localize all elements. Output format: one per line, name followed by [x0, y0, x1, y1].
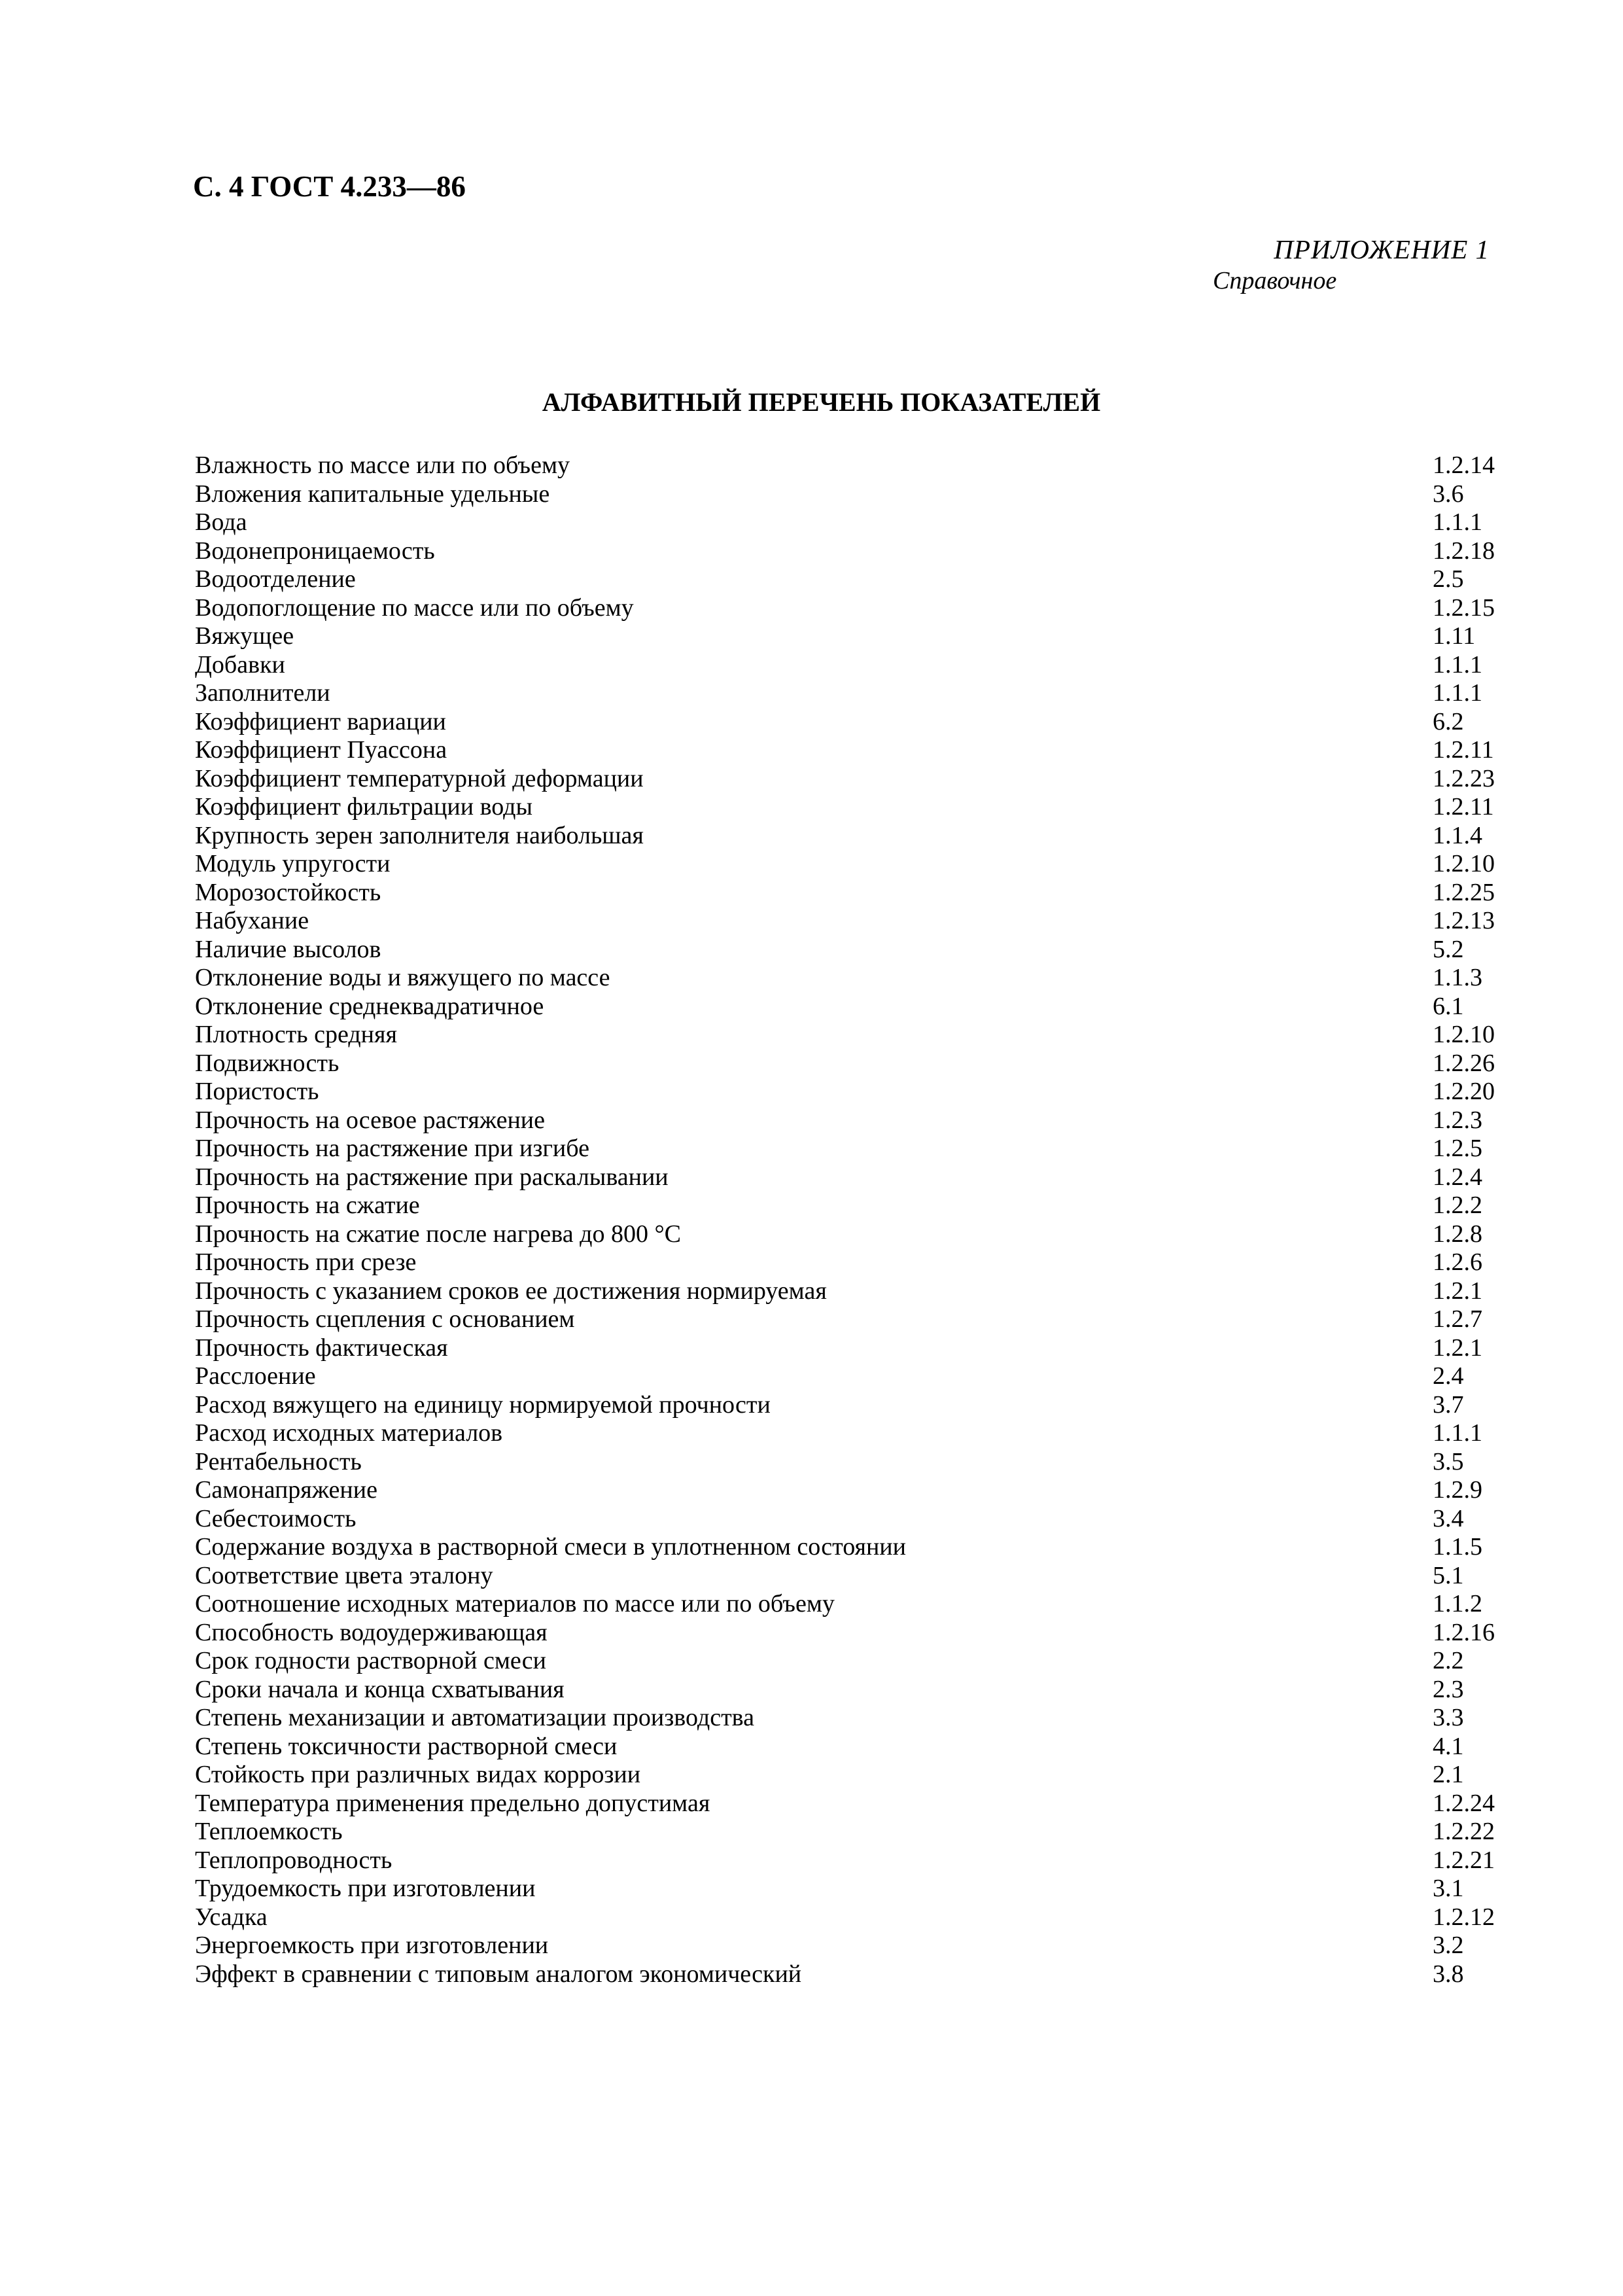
index-ref: 5.2 — [1433, 935, 1464, 963]
index-term: Прочность на осевое растяжение — [195, 1106, 545, 1134]
index-ref: 1.1.4 — [1433, 821, 1482, 849]
index-row — [195, 451, 1523, 480]
index-row — [195, 1448, 1523, 1477]
index-ref: 1.1.2 — [1433, 1590, 1482, 1617]
index-term: Прочность на растяжение при раскалывании — [195, 1163, 669, 1191]
index-ref: 1.2.1 — [1433, 1333, 1482, 1362]
index-ref: 3.4 — [1433, 1504, 1464, 1532]
index-ref: 1.2.14 — [1433, 451, 1495, 479]
index-row — [195, 1163, 1523, 1192]
index-row — [195, 1846, 1523, 1875]
index-term: Отклонение среднеквадратичное — [195, 992, 544, 1020]
index-row — [195, 1305, 1523, 1334]
index-row — [195, 765, 1523, 794]
index-ref: 1.2.13 — [1433, 907, 1495, 934]
index-row — [195, 936, 1523, 964]
index-row — [195, 1021, 1523, 1050]
index-row — [195, 622, 1523, 651]
index-ref: 1.1.1 — [1433, 508, 1482, 536]
index-ref: 2.5 — [1433, 565, 1464, 593]
index-term: Наличие высолов — [195, 935, 381, 963]
index-term: Крупность зерен заполнителя наибольшая — [195, 821, 644, 849]
index-ref: 1.2.10 — [1433, 1021, 1495, 1048]
index-term: Сроки начала и конца схватывания — [195, 1675, 565, 1703]
index-term: Прочность с указанием сроков ее достижения нормируемая — [195, 1277, 827, 1305]
index-term: Стойкость при различных видах коррозии — [195, 1761, 641, 1788]
index-term: Добавки — [195, 650, 285, 679]
index-ref: 1.2.12 — [1433, 1903, 1495, 1931]
index-term: Коэффициент фильтрации воды — [195, 793, 533, 821]
index-term: Прочность на растяжение при изгибе — [195, 1135, 589, 1162]
index-term: Коэффициент Пуассона — [195, 736, 447, 764]
page-header: С. 4 ГОСТ 4.233—86 — [193, 170, 466, 203]
index-row — [195, 1761, 1523, 1790]
index-term: Влажность по массе или по объему — [195, 451, 570, 479]
index-row — [195, 1334, 1523, 1363]
index-row — [195, 679, 1523, 708]
index-ref: 1.2.7 — [1433, 1305, 1482, 1333]
index-term: Коэффициент температурной деформации — [195, 764, 644, 792]
index-row — [195, 1647, 1523, 1676]
appendix-subtitle: Справочное — [1213, 267, 1337, 294]
index-term: Коэффициент вариации — [195, 707, 446, 735]
index-term: Энергоемкость при изготовлении — [195, 1932, 549, 1959]
index-row — [195, 879, 1523, 908]
index-ref: 6.1 — [1433, 992, 1464, 1020]
index-row — [195, 993, 1523, 1021]
index-term: Соотношение исходных материалов по массе или по объему — [195, 1590, 835, 1617]
appendix-title: ПРИЛОЖЕНИЕ 1 — [1274, 234, 1490, 264]
index-ref: 3.7 — [1433, 1390, 1464, 1419]
index-ref: 3.5 — [1433, 1447, 1464, 1475]
index-ref: 1.2.15 — [1433, 593, 1495, 622]
index-row — [195, 480, 1523, 509]
index-row — [195, 1932, 1523, 1960]
index-term: Вложения капитальные удельные — [195, 480, 550, 508]
index-row — [195, 508, 1523, 537]
index-row — [195, 850, 1523, 879]
index-term: Отклонение воды и вяжущего по массе — [195, 964, 610, 991]
index-term: Подвижность — [195, 1049, 340, 1077]
index-term: Водоотделение — [195, 565, 356, 593]
index-row — [195, 651, 1523, 680]
index-ref: 1.2.2 — [1433, 1192, 1482, 1219]
index-row — [195, 1903, 1523, 1932]
index-row — [195, 1362, 1523, 1391]
index-row — [195, 1562, 1523, 1591]
index-ref: 1.1.1 — [1433, 1419, 1482, 1447]
index-term: Морозостойкость — [195, 878, 381, 906]
index-row — [195, 1818, 1523, 1846]
index-row — [195, 1733, 1523, 1761]
index-row — [195, 736, 1523, 765]
index-row — [195, 1676, 1523, 1704]
index-term: Заполнители — [195, 679, 330, 707]
index-row — [195, 1391, 1523, 1420]
index-ref: 2.4 — [1433, 1362, 1464, 1390]
index-term: Водопоглощение по массе или по объему — [195, 593, 634, 622]
index-term: Прочность фактическая — [195, 1333, 448, 1362]
index-row — [195, 907, 1523, 936]
index-row — [195, 1419, 1523, 1448]
index-row — [195, 1533, 1523, 1562]
index-term: Эффект в сравнении с типовым аналогом экономический — [195, 1960, 802, 1988]
index-row — [195, 1078, 1523, 1106]
index-ref: 2.3 — [1433, 1675, 1464, 1703]
index-term: Трудоемкость при изготовлении — [195, 1875, 536, 1902]
index-term: Содержание воздуха в растворной смеси в уплотненном состоянии — [195, 1533, 906, 1561]
index-term: Прочность при срезе — [195, 1248, 417, 1276]
index-term: Водонепроницаемость — [195, 537, 435, 565]
index-ref: 3.2 — [1433, 1932, 1464, 1959]
index-ref: 5.1 — [1433, 1561, 1464, 1589]
index-ref: 1.2.9 — [1433, 1476, 1482, 1504]
index-row — [195, 1619, 1523, 1648]
index-term: Теплоемкость — [195, 1818, 343, 1845]
index-ref: 1.2.22 — [1433, 1818, 1495, 1845]
index-ref: 1.2.6 — [1433, 1248, 1482, 1276]
index-row — [195, 1960, 1523, 1989]
index-ref: 1.2.21 — [1433, 1846, 1495, 1874]
index-ref: 1.2.10 — [1433, 850, 1495, 877]
index-ref: 1.2.11 — [1433, 736, 1494, 764]
index-term: Срок годности растворной смеси — [195, 1647, 546, 1674]
index-row — [195, 1277, 1523, 1306]
index-term: Самонапряжение — [195, 1476, 377, 1504]
index-row — [195, 1248, 1523, 1277]
index-ref: 4.1 — [1433, 1732, 1464, 1760]
index-ref: 1.2.1 — [1433, 1277, 1482, 1305]
list-title: АЛФАВИТНЫЙ ПЕРЕЧЕНЬ ПОКАЗАТЕЛЕЙ — [542, 387, 1101, 417]
index-row — [195, 537, 1523, 566]
index-row — [195, 1505, 1523, 1534]
index-ref: 1.2.20 — [1433, 1078, 1495, 1105]
index-term: Пористость — [195, 1078, 319, 1105]
index-term: Расход вяжущего на единицу нормируемой прочности — [195, 1390, 771, 1419]
index-ref: 1.2.8 — [1433, 1220, 1482, 1248]
index-term: Усадка — [195, 1903, 268, 1931]
index-ref: 1.1.5 — [1433, 1533, 1482, 1561]
index-term: Набухание — [195, 907, 309, 934]
index-row — [195, 1135, 1523, 1163]
index-ref: 1.2.23 — [1433, 764, 1495, 792]
index-row — [195, 594, 1523, 623]
index-term: Соответствие цвета эталону — [195, 1561, 493, 1589]
index-term: Прочность на сжатие — [195, 1192, 420, 1219]
index-term: Рентабельность — [195, 1447, 362, 1475]
index-ref: 6.2 — [1433, 707, 1464, 735]
index-row — [195, 1106, 1523, 1135]
index-row — [195, 1192, 1523, 1220]
index-term: Вода — [195, 508, 247, 536]
index-ref: 1.1.3 — [1433, 964, 1482, 991]
index-ref: 1.2.18 — [1433, 537, 1495, 565]
index-term: Плотность средняя — [195, 1021, 397, 1048]
index-row — [195, 1790, 1523, 1818]
index-term: Прочность на сжатие после нагрева до 800 °С — [195, 1220, 681, 1248]
index-term: Способность водоудерживающая — [195, 1618, 548, 1646]
index-ref: 1.1.1 — [1433, 679, 1482, 707]
index-term: Температура применения предельно допустимая — [195, 1789, 710, 1817]
index-term: Себестоимость — [195, 1504, 357, 1532]
index-term: Теплопроводность — [195, 1846, 393, 1874]
index-term: Прочность сцепления с основанием — [195, 1305, 575, 1333]
index-ref: 1.2.5 — [1433, 1135, 1482, 1162]
index-row — [195, 1476, 1523, 1505]
index-ref: 3.3 — [1433, 1704, 1464, 1731]
index-row — [195, 1590, 1523, 1619]
index-row — [195, 793, 1523, 822]
index-term: Расход исходных материалов — [195, 1419, 503, 1447]
index-term: Вяжущее — [195, 622, 294, 650]
index-ref: 1.2.25 — [1433, 878, 1495, 906]
index-ref: 1.2.3 — [1433, 1106, 1482, 1134]
index-row — [195, 1704, 1523, 1733]
index-row — [195, 708, 1523, 737]
index-row — [195, 1050, 1523, 1078]
index-list — [195, 451, 1523, 1988]
index-ref: 3.1 — [1433, 1875, 1464, 1902]
index-row — [195, 822, 1523, 851]
appendix-block — [992, 233, 1490, 296]
index-ref: 1.11 — [1433, 622, 1476, 650]
index-ref: 1.2.24 — [1433, 1789, 1495, 1817]
index-term: Расслоение — [195, 1362, 316, 1390]
index-row — [195, 1875, 1523, 1903]
index-ref: 3.8 — [1433, 1960, 1464, 1988]
index-ref: 1.2.16 — [1433, 1618, 1495, 1646]
index-term: Модуль упругости — [195, 850, 391, 877]
index-ref: 2.1 — [1433, 1761, 1464, 1788]
index-ref: 3.6 — [1433, 480, 1464, 508]
index-term: Степень механизации и автоматизации производства — [195, 1704, 754, 1731]
index-ref: 2.2 — [1433, 1647, 1464, 1674]
index-row — [195, 565, 1523, 594]
index-term: Степень токсичности растворной смеси — [195, 1732, 618, 1760]
index-ref: 1.2.11 — [1433, 793, 1494, 821]
index-ref: 1.2.26 — [1433, 1049, 1495, 1077]
index-row — [195, 1220, 1523, 1249]
index-ref: 1.1.1 — [1433, 650, 1482, 679]
index-row — [195, 964, 1523, 993]
index-ref: 1.2.4 — [1433, 1163, 1482, 1191]
